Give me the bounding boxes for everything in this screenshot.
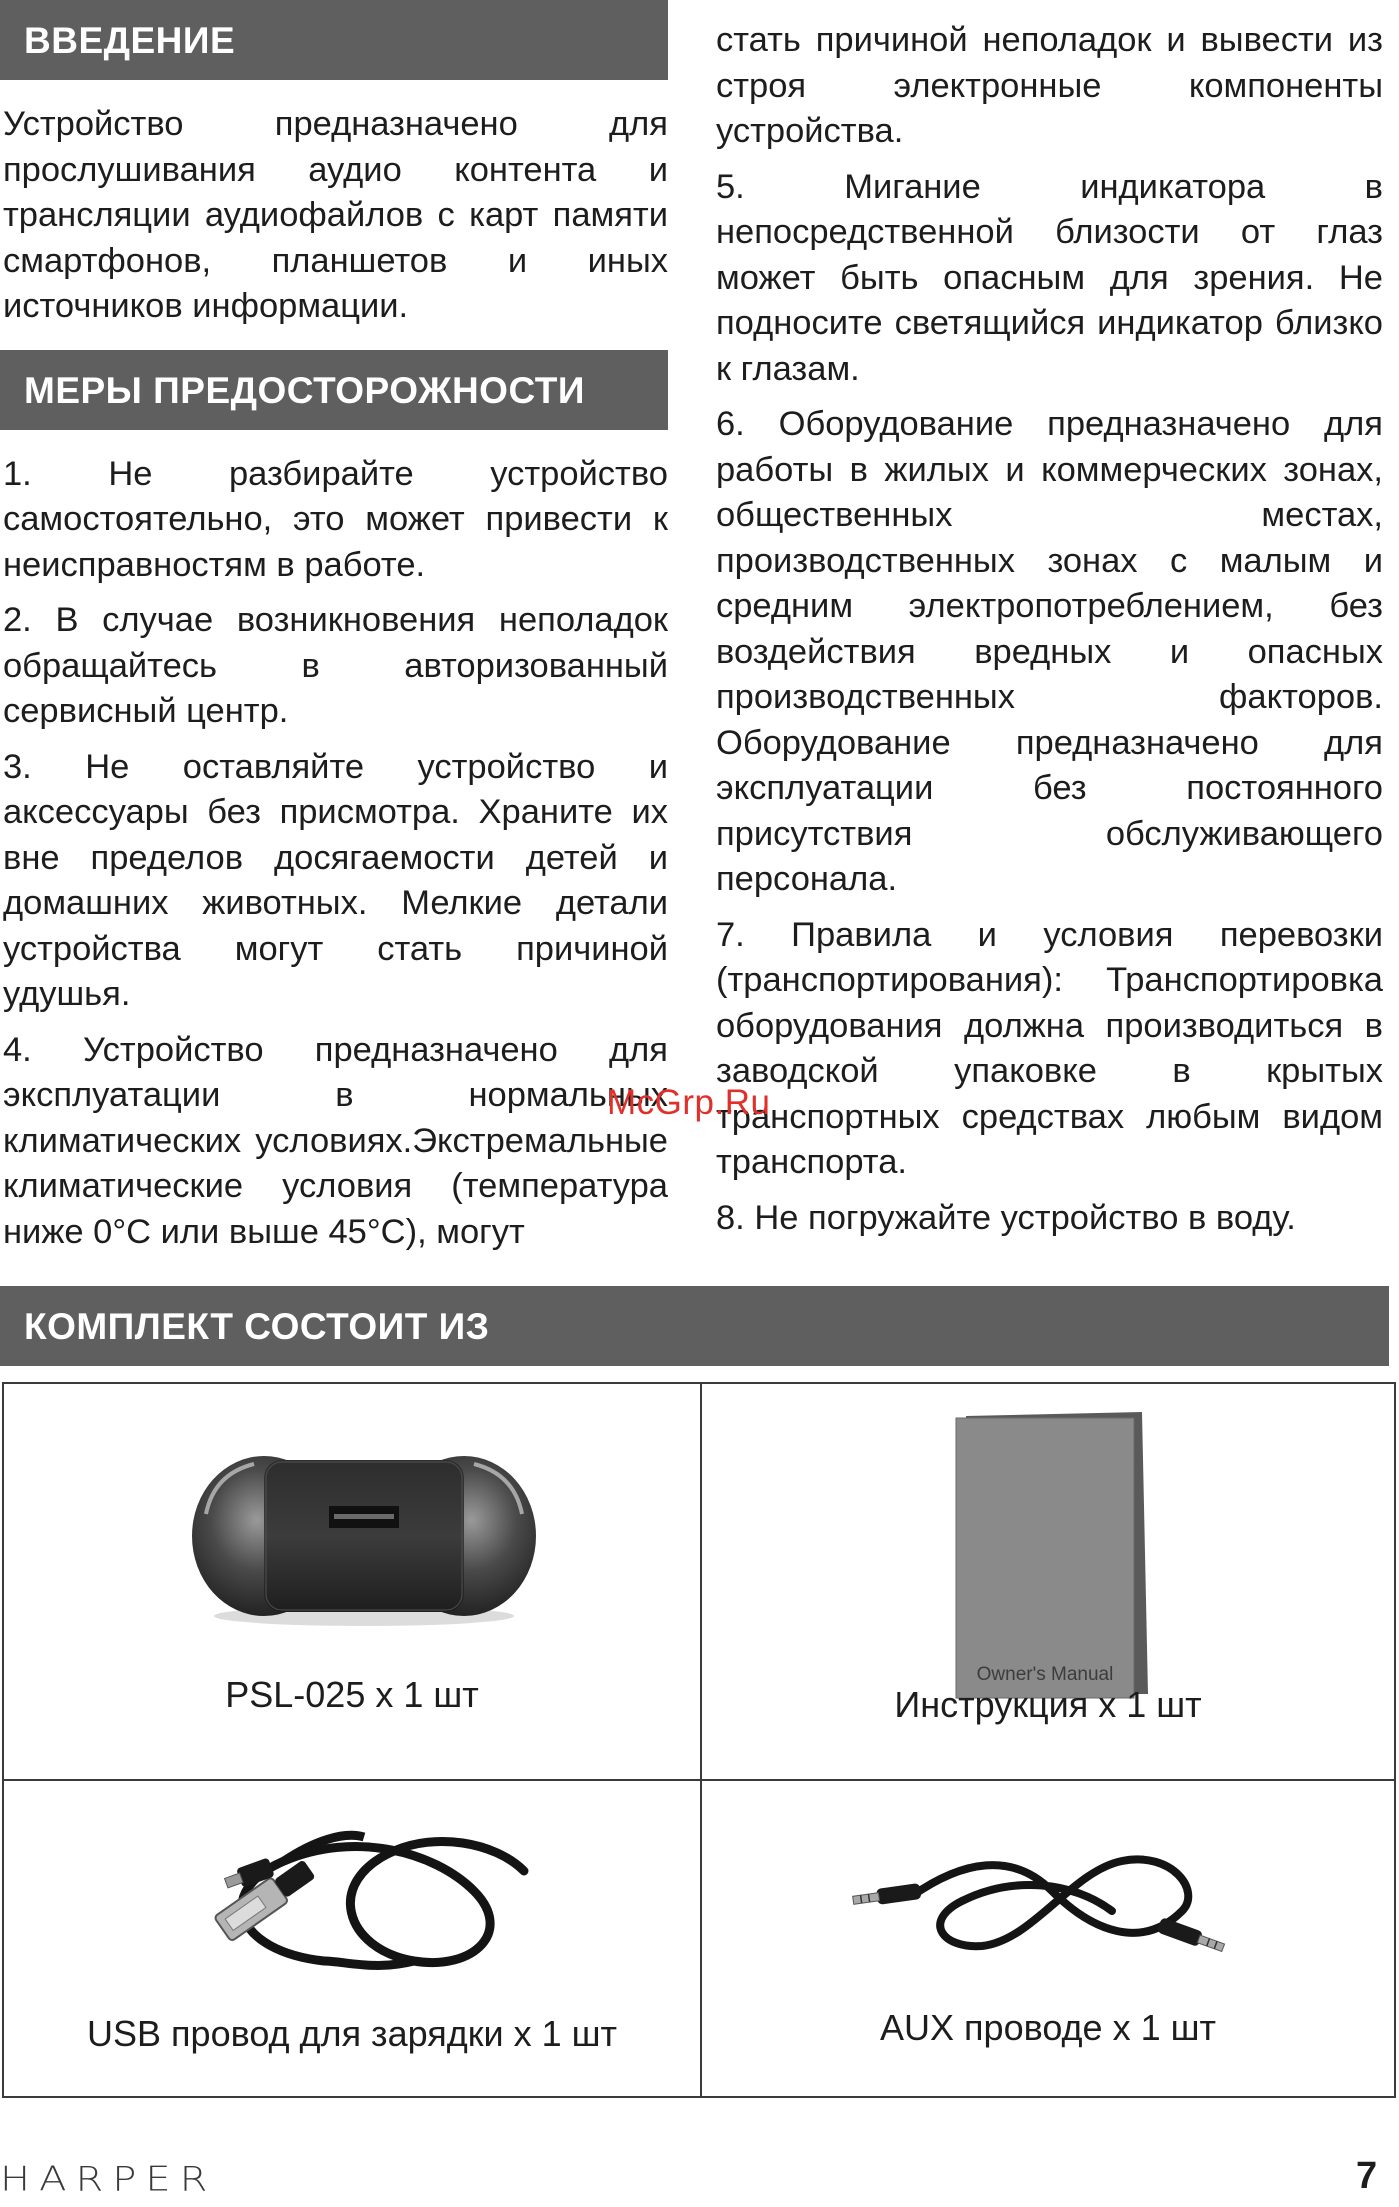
kit-item-label: USB провод для зарядки х 1 шт [87, 2013, 617, 2054]
kit-item-label: AUX проводе х 1 шт [880, 2007, 1216, 2048]
kit-item-label: Инструкция х 1 шт [894, 1684, 1202, 1725]
precaution-item: 3. Не оставляйте устройство и аксессуары без присмотра. Храните их вне пределов досягаемости детей и домашних животных. Мелкие детали устройства могут стать причиной удушья. [3, 747, 668, 1013]
precaution-item: 6. Оборудование предназначено для работы в жилых и коммерческих зонах, общественных местах, производственных зонах с малым и средним электропотреблением, без воздействия вредных и опасных производственных факторов. Оборудование предназначено для эксплуатации без постоянного присутствия обслуживающего персонала. [716, 405, 1383, 898]
precaution-item: 1. Не разбирайте устройство самостоятельно, это может привести к неисправностям в работе. [3, 454, 668, 584]
left-column [0, 0, 668, 1265]
kit-heading: КОМПЛЕКТ СОСТОИТ ИЗ [0, 1286, 1389, 1366]
intro-heading: ВВЕДЕНИЕ [0, 0, 668, 80]
manual-image [952, 1408, 1152, 1700]
kit-table [2, 1382, 1396, 2098]
precaution-item: 4. Устройство предназначено для эксплуатации в нормальных климатических условиях.Экстремальные климатические условия (температура ниже 0°C или выше 45°C), могут [3, 1030, 668, 1251]
brand-logo: HARPER [0, 2160, 217, 2200]
kit-cell-aux-cable [702, 1781, 1394, 2096]
precaution-item: стать причиной неполадок и вывести из строя электронные компоненты устройства. [716, 21, 1383, 150]
precautions-heading: МЕРЫ ПРЕДОСТОРОЖНОСТИ [0, 350, 668, 430]
page-number: 7 [1356, 2155, 1378, 2197]
precaution-item: 8. Не погружайте устройство в воду. [716, 1198, 1296, 1237]
kit-item-label: PSL-025 х 1 шт [225, 1674, 479, 1715]
kit-cell-usb-cable [4, 1781, 700, 2096]
kit-cell-manual [702, 1384, 1394, 1779]
speaker-image [184, 1444, 544, 1634]
right-column [716, 18, 1383, 1251]
precaution-item: 5. Мигание индикатора в непосредственной близости от глаз может быть опасным для зрения. Не подносите светящийся индикатор близко к глазам. [716, 167, 1383, 388]
kit-cell-speaker [4, 1384, 700, 1779]
aux-cable-image [842, 1821, 1242, 1981]
precaution-item: 2. В случае возникновения неполадок обращайтесь в авторизованный сервисный центр. [3, 601, 668, 730]
watermark-text: McGrp.Ru [607, 1083, 771, 1122]
usb-cable-image [174, 1811, 554, 2001]
precaution-item: 7. Правила и условия перевозки (транспортирования): Транспортировка оборудования должна производиться в заводской упаковке в крытых транспортных средствах любым видом транспорта. [716, 915, 1383, 1181]
manual-cover-text: Owner's Manual [976, 1664, 1114, 1685]
intro-text: Устройство предназначено для прослушивания аудио контента и трансляции аудиофайлов с карт памяти смартфонов, планшетов и иных источников информации. [3, 105, 668, 325]
